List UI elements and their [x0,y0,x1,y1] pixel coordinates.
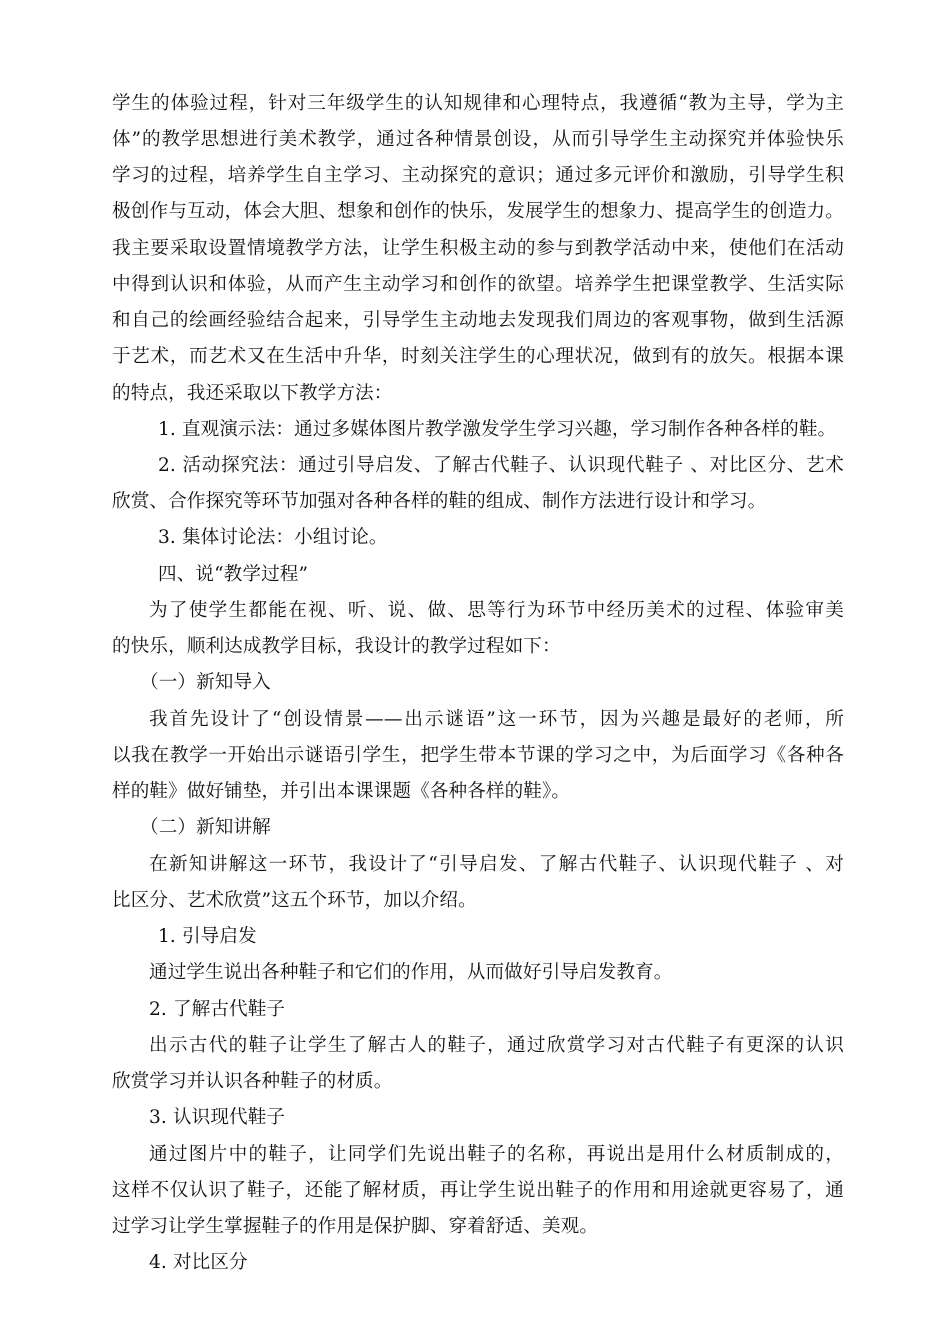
list-item: 3. 集体讨论法：小组讨论。 [158,527,388,548]
text-line: 这样不仅认识了鞋子，还能了解材质，再让学生说出鞋子的作用和用途就更容易了，通 [112,1180,844,1201]
text-line: 以我在教学一开始出示谜语引学生，把学生带本节课的学习之中，为后面学习《各种各 [112,745,844,766]
text-line: 中得到认识和体验，从而产生主动学习和创作的欲望。培养学生把课堂教学、生活实际 [112,274,844,295]
list-item: 2. 活动探究法：通过引导启发、了解古代鞋子、认识现代鞋子 、对比区分、艺术 [158,455,844,476]
text-line: 于艺术，而艺术又在生活中升华，时刻关注学生的心理状况，做到有的放矢。根据本课 [112,346,844,367]
text-line: 我首先设计了“创设情景——出示谜语”这一环节，因为兴趣是最好的老师，所 [149,709,844,730]
subsection-heading: （一）新知导入 [140,672,271,693]
list-item: 1. 直观演示法：通过多媒体图片教学激发学生学习兴趣，学习制作各种各样的鞋。 [158,419,837,440]
text-line: 极创作与互动，体会大胆、想象和创作的快乐，发展学生的想象力、提高学生的创造力。 [112,201,844,222]
text-line: 学生的体验过程，针对三年级学生的认知规律和心理特点，我遵循“教为主导，学为主 [112,93,844,114]
text-line: 学习的过程，培养学生自主学习、主动探究的意识；通过多元评价和激励，引导学生积 [112,165,844,186]
list-item: 4. 对比区分 [149,1252,248,1273]
section-heading: 四、说“教学过程” [158,564,309,585]
text-line: 样的鞋》做好铺垫，并引出本课课题《各种各样的鞋》。 [112,781,571,802]
text-line: 通过图片中的鞋子，让同学们先说出鞋子的名称，再说出是用什么材质制成的， [149,1144,844,1165]
text-line: 的特点，我还采取以下教学方法： [112,383,393,404]
text-line: 欣赏、合作探究等环节加强对各种各样的鞋的组成、制作方法进行设计和学习。 [112,491,767,512]
text-line: 欣赏学习并认识各种鞋子的材质。 [112,1071,393,1092]
text-line: 为了使学生都能在视、听、说、做、思等行为环节中经历美术的过程、体验审美 [149,600,844,621]
text-line: 出示古代的鞋子让学生了解古人的鞋子，通过欣赏学习对古代鞋子有更深的认识 [149,1035,844,1056]
list-item: 3. 认识现代鞋子 [149,1107,286,1128]
text-line: 通过学生说出各种鞋子和它们的作用，从而做好引导启发教育。 [149,962,673,983]
text-line: 和自己的绘画经验结合起来，引导学生主动地去发现我们周边的客观事物，做到生活源 [112,310,844,331]
text-line: 过学习让学生掌握鞋子的作用是保护脚、穿着舒适、美观。 [112,1216,599,1237]
list-item: 2. 了解古代鞋子 [149,999,286,1020]
list-item: 1. 引导启发 [158,926,257,947]
subsection-heading: （二）新知讲解 [140,817,271,838]
text-line: 的快乐，顺利达成教学目标，我设计的教学过程如下： [112,636,561,657]
text-line: 在新知讲解这一环节，我设计了“引导启发、了解古代鞋子、认识现代鞋子 、对 [149,854,844,875]
text-line: 我主要采取设置情境教学方法，让学生积极主动的参与到教学活动中来，使他们在活动 [112,238,844,259]
text-line: 比区分、艺术欣赏”这五个环节，加以介绍。 [112,890,477,911]
text-line: 体”的教学思想进行美术教学，通过各种情景创设，从而引导学生主动探究并体验快乐 [112,129,844,150]
